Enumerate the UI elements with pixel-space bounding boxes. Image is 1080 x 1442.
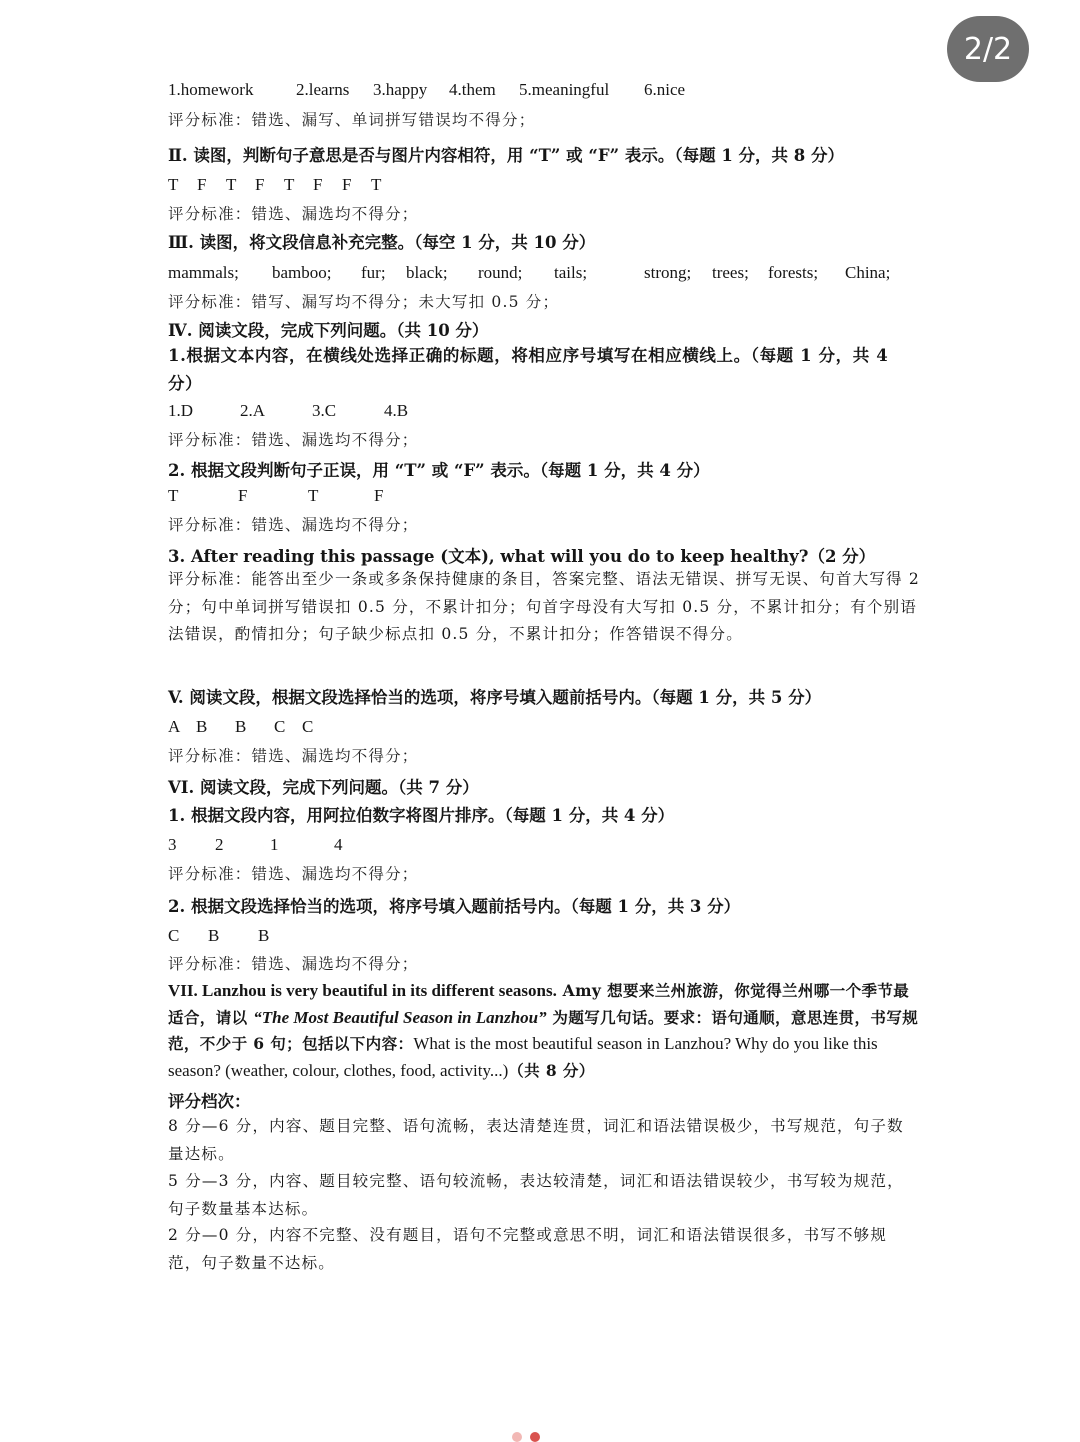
answer-item: C (302, 717, 314, 736)
answer-item: 3.C (312, 401, 337, 420)
answer-item: 5.meaningful (519, 80, 610, 99)
answer-item: F (374, 486, 384, 505)
section1-answers (168, 80, 685, 100)
section1-criteria: 评分标准：错选、漏写、单词拼写错误均不得分； (168, 111, 536, 129)
section3-title: Ⅲ. 读图，将文段信息补充完整。（每空 1 分，共 10 分） (168, 233, 596, 252)
section3-answers (168, 263, 890, 283)
answer-item: B (196, 717, 208, 736)
section7-prompt-content: What is the most beautiful season in Lanzhou? Why do you like this season? (weather, colour, clothes, food, activity...) (168, 1034, 878, 1080)
section7-essay-title: “The Most Beautiful Season in Lanzhou” (253, 1007, 547, 1027)
answer-item: B (208, 926, 220, 945)
answer-item: C (274, 717, 286, 736)
section4-q2-criteria: 评分标准：错选、漏选均不得分； (168, 516, 419, 534)
section2-criteria: 评分标准：错选、漏选均不得分； (168, 205, 419, 223)
answer-item: 1 (270, 835, 279, 854)
section3-criteria: 评分标准：错写、漏写均不得分；未大写扣 0.5 分； (168, 293, 560, 311)
answer-item: 2.A (240, 401, 266, 420)
answer-item: T (168, 486, 179, 505)
answer-item: 4.B (384, 401, 409, 420)
answer-item: mammals; (168, 263, 239, 282)
answer-item: 6.nice (644, 80, 686, 99)
section4-q1-title: 1.根据文本内容，在横线处选择正确的标题，将相应序号填写在相应横线上。（每题 1 分，共 4 分） (168, 346, 889, 393)
answer-item: 1.homework (168, 80, 254, 99)
answer-item: tails; (554, 263, 588, 282)
answer-item: 1.D (168, 401, 194, 420)
answer-item: China; (845, 263, 891, 282)
section5-title: V. 阅读文段，根据文段选择恰当的选项，将序号填入题前括号内。（每题 1 分，共 5 分） (168, 688, 822, 707)
section4-q2-title: 2. 根据文段判断句子正误，用 “T” 或 “F” 表示。（每题 1 分，共 4 分） (168, 461, 710, 480)
answer-item: C (168, 926, 180, 945)
section4-q1-criteria: 评分标准：错选、漏选均不得分； (168, 431, 419, 449)
page-indicator[interactable]: 2/2 (947, 16, 1029, 82)
answer-item: F (313, 175, 323, 194)
answer-item: T (308, 486, 319, 505)
answer-item: 2.learns (296, 80, 350, 99)
answer-item: round; (478, 263, 523, 282)
answer-item: 3 (168, 835, 177, 854)
section4-q3-criteria: 评分标准：能答出至少一条或多条保持健康的条目，答案完整、语法无错误、拼写无误、句首大写得 2 分；句中单词拼写错误扣 0.5 分，不累计扣分；句首字母没有大写扣 0.5 分，不累计扣分；有个别语法错误，酌情扣分；句子缺少标点扣 0.5 分，不累计扣分；作答错误不得分。 (168, 570, 920, 643)
section4-q1-answers (168, 401, 408, 421)
page-dots-indicator (508, 1430, 548, 1439)
section2-answers (168, 175, 381, 195)
answer-item: 4.them (449, 80, 496, 99)
section7-prompt-intro: VII. Lanzhou is very beautiful in its different seasons. (168, 981, 557, 1000)
answer-item: 4 (334, 835, 343, 854)
section2-title: Ⅱ. 读图，判断句子意思是否与图片内容相符，用 “T” 或 “F” 表示。（每题 1 分，共 8 分） (168, 146, 845, 165)
section6-q1-criteria: 评分标准：错选、漏选均不得分； (168, 865, 419, 883)
section7-prompt-task: Amy 想要来兰州旅游，你觉得兰州哪一个季节最适合，请以 (168, 981, 910, 1027)
section7-grading-title: 评分档次： (168, 1092, 251, 1111)
section6-q2-criteria: 评分标准：错选、漏选均不得分； (168, 955, 419, 973)
answer-item: black; (406, 263, 448, 282)
answer-item: T (226, 175, 237, 194)
section6-q2-title: 2. 根据文段选择恰当的选项，将序号填入题前括号内。（每题 1 分，共 3 分） (168, 897, 741, 916)
answer-item: bamboo; (272, 263, 332, 282)
page-dot-active (530, 1432, 540, 1442)
section5-answers (168, 717, 313, 737)
answer-item: F (342, 175, 352, 194)
section7-prompt (168, 978, 920, 1084)
section7-level-2: 5 分—3 分，内容、题目较完整、语句较流畅，表达较清楚，词汇和语法错误较少，书写较为规范，句子数量基本达标。 (168, 1172, 904, 1218)
section5-criteria: 评分标准：错选、漏选均不得分； (168, 747, 419, 765)
answer-item: B (235, 717, 247, 736)
answer-item: forests; (768, 263, 819, 282)
section4-q3-title: 3. After reading this passage (文本), what will you do to keep healthy?（2 分） (168, 547, 876, 566)
answer-item: B (258, 926, 270, 945)
section7-prompt-requirements: 为题写几句话。要求：语句通顺，意思连贯，书写规范，不少于 6 句；包括以下内容： (168, 1007, 919, 1053)
answer-item: T (284, 175, 295, 194)
page-dot (512, 1432, 522, 1442)
section6-q1-answers (168, 835, 343, 855)
answer-item: 2 (215, 835, 224, 854)
answer-item: A (168, 717, 181, 736)
section7-level-3: 2 分—0 分，内容不完整、没有题目，语句不完整或意思不明，词汇和语法错误很多，书写不够规范，句子数量不达标。 (168, 1226, 888, 1272)
answer-item: F (255, 175, 265, 194)
section6-title: VI. 阅读文段，完成下列问题。（共 7 分） (168, 778, 479, 797)
section4-title: Ⅳ. 阅读文段，完成下列问题。（共 10 分） (168, 321, 489, 340)
section7-prompt-score: （共 8 分） (508, 1060, 595, 1080)
answer-item: strong; (644, 263, 692, 282)
section7-level-1: 8 分—6 分，内容、题目完整、语句流畅，表达清楚连贯，词汇和语法错误极少，书写规范，句子数量达标。 (168, 1117, 904, 1163)
answer-item: F (238, 486, 248, 505)
section4-q2-answers (168, 486, 383, 506)
answer-item: trees; (712, 263, 749, 282)
answer-item: T (371, 175, 382, 194)
section6-q1-title: 1. 根据文段内容，用阿拉伯数字将图片排序。（每题 1 分，共 4 分） (168, 806, 675, 825)
section6-q2-answers (168, 926, 269, 946)
answer-item: fur; (361, 263, 386, 282)
answer-item: T (168, 175, 179, 194)
answer-item: 3.happy (373, 80, 428, 99)
answer-item: F (197, 175, 207, 194)
